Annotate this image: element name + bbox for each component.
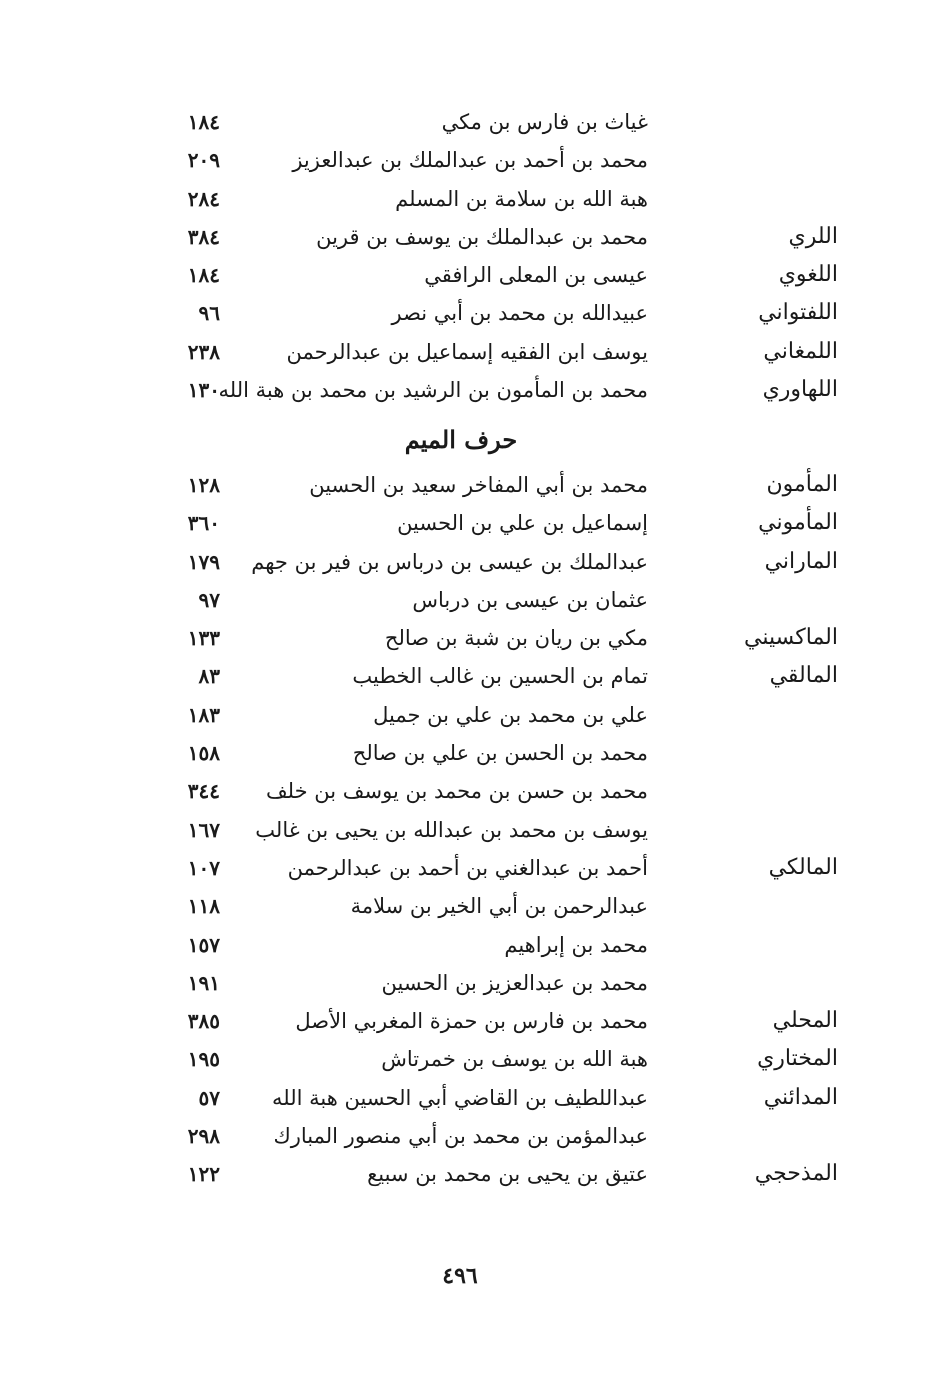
index-row <box>0 466 940 504</box>
person-name: محمد بن أبي المفاخر سعيد بن الحسين <box>309 473 648 497</box>
index-row <box>0 294 940 332</box>
page-reference: ٢٩٨ <box>187 1124 220 1149</box>
page-reference: ١٦٧ <box>187 817 220 842</box>
person-name: محمد بن المأمون بن الرشيد بن محمد بن هبة الله <box>218 378 648 403</box>
person-name: عبدالملك بن عيسى بن درباس بن فير بن جهم <box>251 549 648 574</box>
page-reference: ٨٣ <box>198 664 220 689</box>
page-reference: ٣٨٥ <box>187 1009 220 1034</box>
index-row <box>0 543 940 581</box>
index-block-mim <box>0 466 940 1194</box>
nisba-label: المالقي <box>769 663 838 689</box>
index-row <box>0 218 940 256</box>
page-reference: ٩٦ <box>198 301 220 326</box>
index-row <box>0 581 940 619</box>
page-reference: ٣٦٠ <box>187 511 220 536</box>
person-name: محمد بن حسن بن محمد بن يوسف بن خلف <box>265 779 648 804</box>
person-name: محمد بن عبدالملك بن يوسف بن قرين <box>316 224 648 249</box>
page-reference: ١٢٢ <box>187 1162 220 1187</box>
nisba-label: المأمون <box>766 472 838 497</box>
person-name: علي بن محمد بن علي بن جميل <box>373 702 648 727</box>
person-name: محمد بن الحسن بن علي بن صالح <box>352 741 648 766</box>
page-reference: ١٩٥ <box>187 1047 220 1072</box>
index-row <box>0 504 940 542</box>
index-row <box>0 657 940 695</box>
person-name: عبداللطيف بن القاضي أبي الحسين هبة الله <box>272 1085 648 1110</box>
page-reference: ٢٣٨ <box>187 339 220 364</box>
nisba-label: اللغوي <box>778 262 838 288</box>
person-name: هبة الله بن يوسف بن خمرتاش <box>381 1047 648 1072</box>
index-row <box>0 696 940 734</box>
index-row <box>0 256 940 294</box>
page-reference: ١٣٠ <box>187 378 220 403</box>
page-reference: ١٨٤ <box>187 263 220 288</box>
index-row <box>0 333 940 371</box>
person-name: يوسف بن محمد بن عبدالله بن يحيى بن غالب <box>255 817 648 842</box>
person-name: محمد بن إبراهيم <box>504 932 648 957</box>
page-reference: ٢٨٤ <box>187 186 220 211</box>
index-row <box>0 1155 940 1193</box>
index-row <box>0 887 940 925</box>
nisba-label: المدائني <box>763 1084 838 1110</box>
nisba-label: المأموني <box>758 510 838 536</box>
page-reference: ١٥٧ <box>187 932 220 957</box>
index-row <box>0 964 940 1002</box>
person-name: مكي بن ريان بن شبة بن صالح <box>384 626 648 651</box>
nisba-label: اللمغاني <box>763 338 838 364</box>
person-name: هبة الله بن سلامة بن المسلم <box>395 186 648 211</box>
index-row <box>0 926 940 964</box>
person-name: عيسى بن المعلى الرافقي <box>424 263 648 288</box>
nisba-label: المالكي <box>768 854 838 880</box>
index-row <box>0 1117 940 1155</box>
person-name: تمام بن الحسين بن غالب الخطيب <box>352 664 648 689</box>
page-number: ٤٩٦ <box>442 1263 478 1289</box>
page-reference: ٥٧ <box>198 1085 220 1110</box>
index-row <box>0 371 940 409</box>
person-name: إسماعيل بن علي بن الحسين <box>397 511 648 536</box>
nisba-label: الماراني <box>764 548 838 574</box>
page-reference: ١٥٨ <box>187 741 220 766</box>
person-name: محمد بن عبدالعزيز بن الحسين <box>381 970 648 995</box>
index-row <box>0 1002 940 1040</box>
nisba-label: اللري <box>788 223 838 249</box>
person-name: عثمان بن عيسى بن درباس <box>412 587 648 612</box>
index-row <box>0 103 940 141</box>
page-reference: ٣٨٤ <box>187 224 220 249</box>
nisba-label: اللفتواني <box>758 300 838 326</box>
index-row <box>0 1040 940 1078</box>
index-row <box>0 772 940 810</box>
page-reference: ١١٨ <box>187 894 220 919</box>
page-reference: ١٩١ <box>187 970 220 995</box>
person-name: عبدالرحمن بن أبي الخير بن سلامة <box>350 894 648 919</box>
page-reference: ١٨٣ <box>187 702 220 727</box>
index-row <box>0 141 940 179</box>
person-name: غياث بن فارس بن مكي <box>441 110 648 134</box>
page-reference: ١٢٨ <box>187 473 220 497</box>
nisba-label: المذحجي <box>754 1161 838 1187</box>
person-name: محمد بن فارس بن حمزة المغربي الأصل <box>295 1009 648 1034</box>
page-reference: ٢٠٩ <box>187 148 220 173</box>
person-name: يوسف ابن الفقيه إسماعيل بن عبدالرحمن <box>286 339 648 364</box>
index-row <box>0 811 940 849</box>
page-reference: ٣٤٤ <box>187 779 220 804</box>
page-reference: ١٠٧ <box>187 855 220 880</box>
nisba-label: الماكسيني <box>744 625 838 651</box>
index-row <box>0 180 940 218</box>
nisba-label: المختاري <box>757 1046 838 1072</box>
page-reference: ١٧٩ <box>187 549 220 574</box>
index-row <box>0 1079 940 1117</box>
section-heading: حرف الميم <box>404 425 518 454</box>
index-row <box>0 619 940 657</box>
page-reference: ١٣٣ <box>187 626 220 651</box>
person-name: عبيدالله بن محمد بن أبي نصر <box>391 301 648 326</box>
nisba-label: اللهاوري <box>762 377 838 403</box>
index-row <box>0 734 940 772</box>
page-reference: ١٨٤ <box>187 110 220 134</box>
index-row <box>0 849 940 887</box>
person-name: عبدالمؤمن بن محمد بن أبي منصور المبارك <box>273 1124 648 1149</box>
person-name: أحمد بن عبدالغني بن أحمد بن عبدالرحمن <box>287 855 648 880</box>
page-reference: ٩٧ <box>198 587 220 612</box>
person-name: عتيق بن يحيى بن محمد بن سبيع <box>367 1162 648 1187</box>
nisba-label: المحلي <box>772 1008 838 1034</box>
index-block-lam <box>0 103 940 409</box>
person-name: محمد بن أحمد بن عبدالملك بن عبدالعزيز <box>292 148 648 173</box>
